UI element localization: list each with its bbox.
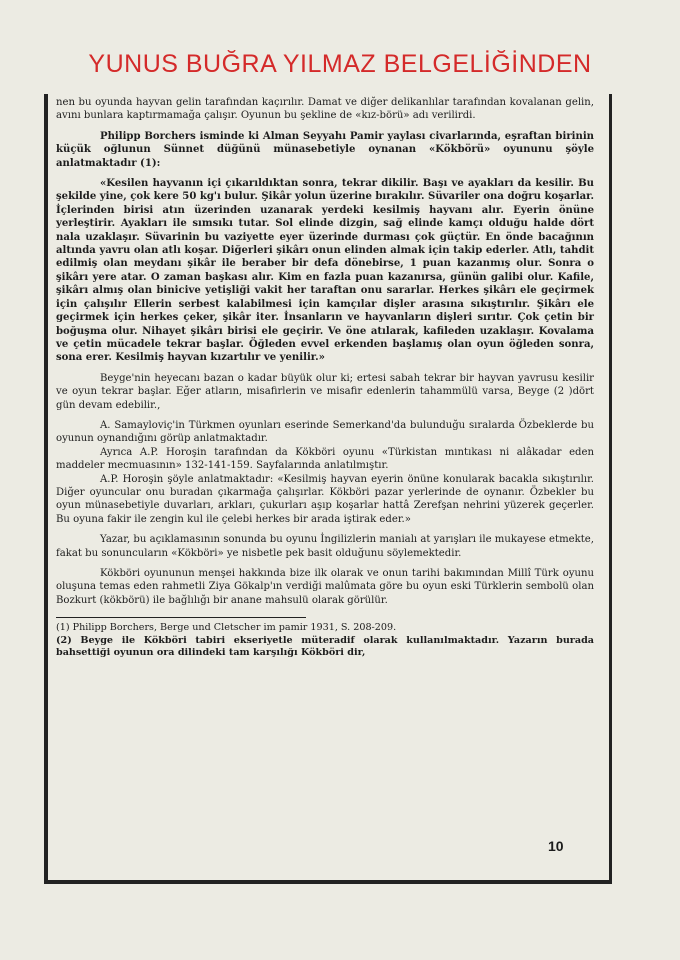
quoted-paragraph: «Kesilen hayvanın içi çıkarıldıktan sonra, tekrar dikilir. Başı ve ayakları da kesilir. Bu şekilde yine, çok kere 50 kg'ı bulur. Şikâr yolun üzerine bırakılır. Süvariler ona doğru koşarlar. İçlerinden birisi atın üzerinden uzanarak yerdeki kesilmiş hayvanı alır. Eyerin önüne yerleştirir. Ayakları ile sımsıkı tutar. Sol elinde dizgin, sağ elinde kamçı olduğu halde dört nala uzaklaşır. Süvarinin bu vaziyette eyer üzerinde durması çok güçtür. En önde bacağının altında yavru olan atlı koşar. Diğerleri şikârı onun elinden almak için takip ederler. Atlı, tahdit edilmiş olan meydanı şikâr ile beraber bir defa dönebirse, 1 puan kazanmış olur. Sonra o şikârı yere atar. O zaman başkası alır. Kim en fazla puan kazanırsa, günün galibi olur. Kafile, şikârı almış olan binicive yetişliği vakit her taraftan onu sararlar. Herkes şikârı ele geçirmek için çalışılır Ellerin serbest kalabilmesi için kamçılar dişler arasına sıkıştırılır. Şikârı ele geçirmek için herkes çeker, şikâr iter. İnsanların ve hayvanların dişleri sırıtır. Çok çetin bir boğuşma olur. Nihayet şikârı birisi ele geçirir. Ve öne atılarak, kafileden uzaklaşır. Kovalama ve çetin mücadele tekrar başlar. Öğleden evvel erkenden başlamış olan oyun öğleden sonra, sona erer. Kesilmiş hayvan kızartılır ve yenilir.» [56,178,595,364]
paragraph: Yazar, bu açıklamasının sonunda bu oyunu İngilizlerin manialı at yarışları ile mukayese etmekte, fakat bu sonuncuların «Kökböri» ye nisbetle pek basit olduğunu söylemektedir. [56,534,594,559]
paragraph: A. Samayloviç'in Türkmen oyunları eserinde Semerkand'da bulunduğu sıralarda Özbeklerde bu oyunun oynandığını görüp anlatmaktadır. [56,419,594,445]
paragraph: nen bu oyunda hayvan gelin tarafından kaçırılır. Damat ve diğer delikanlılar tarafından kovalanan gelin, avını bunlara kaptırmamağa çalışır. Oyunun bu şekline de «kız-börü» adı verilirdi. [56,97,594,122]
footnote-divider [56,617,306,618]
footnote: (2) Beyge ile Kökböri tabiri ekseriyetle müteradif olarak kullanılmaktadır. Yazarın burada bahsettiği oyunun ora dilindeki tam karşılığı Kökböri dir, [56,634,594,659]
document-body [56,96,594,660]
paragraph: A.P. Horoşin şöyle anlatmaktadır: «Kesilmiş hayvan eyerin önüne konularak bacakla sıkıştırılır. Diğer oyuncular onu buradan çıkarmağa çalışırlar. Kökböri pazar yerlerinde de oynanır. Özbekler bu oyun münasebetiyle duvarları, arkları, çukurları aşıp koşarlar hattâ Zerefşan nehrini yüzerek geçerler. Bu oyuna fakir ile zengin kul ile çelebi herkes bir arada iştirak eder.» [56,473,594,525]
paragraph: Kökböri oyununun menşei hakkında bize ilk olarak ve onun tarihi bakımından Millî Türk oyunu oluşuna temas eden rahmetli Ziya Gökalp'ın verdiği malûmata göre bu oyun eski Türklerin sembolü olan Bozkurt (kökbörü) ile bağlılığı bir anane mahsulü olarak görülür. [56,568,594,606]
paragraph: Ayrıca A.P. Horoşin tarafından da Kökböri oyunu «Türkistan mıntıkası ni alâkadar eden maddeler mecmuasının» 132-141-159. Sayfalarında anlatılmıştır. [56,446,594,472]
page-number: 10 [548,838,564,854]
paragraph: Philipp Borchers isminde ki Alman Seyyahı Pamir yaylası civarlarında, eşraftan birinin küçük oğlunun Sünnet düğünü münasebetiyle oynanan «Kökbörü» oyununu şöyle anlatmaktadır (1): [56,130,594,169]
watermark-text: YUNUS BUĞRA YILMAZ BELGELİĞİNDEN [88,50,592,78]
paragraph: Beyge'nin heyecanı bazan o kadar büyük olur ki; ertesi sabah tekrar bir hayvan yavrusu kesilir ve oyun tekrar başlar. Eğer atların, misafirlerin ve misafir edenlerin tahammülü varsa, Beyge (2 )dört gün devam edebilir., [56,372,594,411]
footnote: (1) Philipp Borchers, Berge und Cletscher im pamir 1931, S. 208-209. [56,622,397,634]
